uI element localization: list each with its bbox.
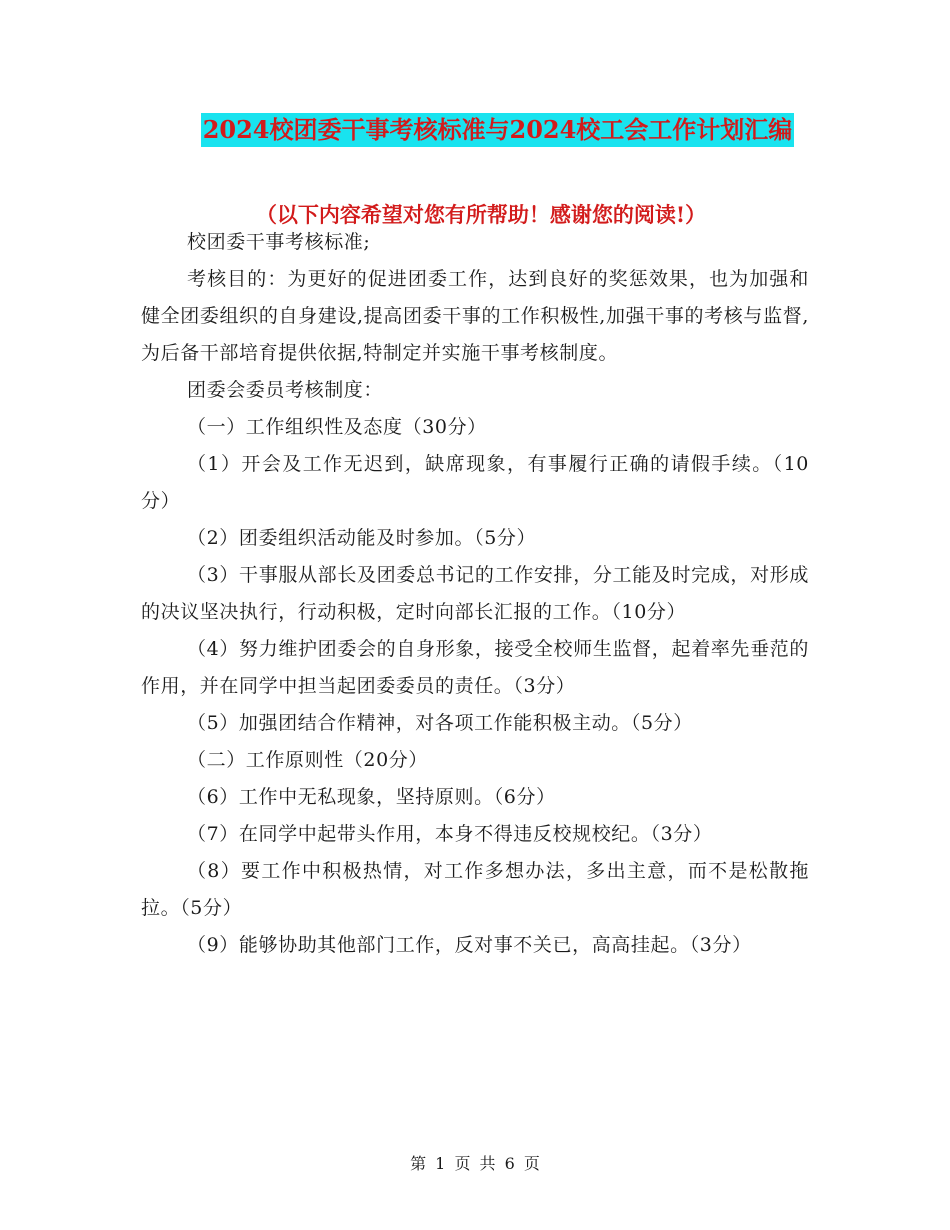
document-subtitle: （以下内容希望对您有所帮助！感谢您的阅读!） bbox=[255, 202, 707, 227]
paragraph: （二）工作原则性（20分） bbox=[187, 749, 428, 771]
paragraph: 团委会委员考核制度： bbox=[187, 379, 384, 401]
document-title: 2024校团委干事考核标准与2024校工会工作计划汇编 bbox=[201, 113, 795, 147]
paragraph: 校团委干事考核标准; bbox=[187, 231, 371, 253]
paragraph: （2）团委组织活动能及时参加。（5分） bbox=[187, 527, 537, 549]
paragraph: （7）在同学中起带头作用，本身不得违反校规校纪。（3分） bbox=[187, 823, 713, 845]
paragraph: （1）开会及工作无迟到，缺席现象，有事履行正确的请假手续。（10分） bbox=[141, 453, 809, 512]
paragraph: （4）努力维护团委会的自身形象，接受全校师生监督，起着率先垂范的作用，并在同学中担当起团委委员的责任。（3分） bbox=[141, 638, 809, 697]
paragraph: （6）工作中无私现象，坚持原则。（6分） bbox=[187, 786, 556, 808]
paragraph: （一）工作组织性及态度（30分） bbox=[187, 416, 487, 438]
page-footer: 第 1 页 共 6 页 bbox=[410, 1154, 542, 1173]
title-wrapper bbox=[0, 113, 950, 147]
document-body bbox=[141, 224, 809, 964]
paragraph: （5）加强团结合作精神，对各项工作能积极主动。（5分） bbox=[187, 712, 693, 734]
paragraph: （9）能够协助其他部门工作，反对事不关已，高高挂起。（3分） bbox=[187, 934, 752, 956]
paragraph: （3）干事服从部长及团委总书记的工作安排，分工能及时完成，对形成的决议坚决执行，行动积极，定时向部长汇报的工作。（10分） bbox=[141, 564, 809, 623]
paragraph: 考核目的：为更好的促进团委工作，达到良好的奖惩效果，也为加强和健全团委组织的自身建设,提高团委干事的工作积极性,加强干事的考核与监督,为后备干部培育提供依据,特制定并实施干事考核制度。 bbox=[141, 268, 809, 364]
paragraph: （8）要工作中积极热情，对工作多想办法，多出主意，而不是松散拖拉。（5分） bbox=[141, 860, 809, 919]
